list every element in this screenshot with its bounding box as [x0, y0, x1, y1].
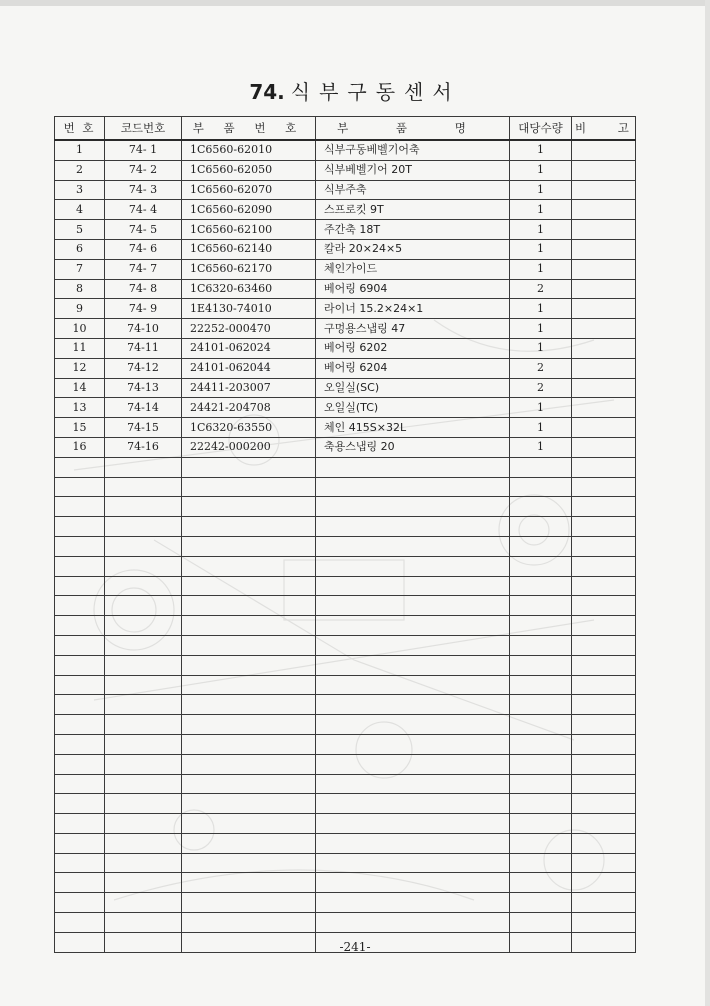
- table-row: [55, 239, 636, 259]
- part-number-cell: 24101-062044: [182, 358, 316, 378]
- empty-cell: [182, 616, 316, 636]
- empty-cell: [572, 833, 636, 853]
- empty-cell: [182, 893, 316, 913]
- empty-cell: [105, 754, 182, 774]
- part-number-cell: 1C6560-62070: [182, 180, 316, 200]
- empty-cell: [55, 675, 105, 695]
- empty-table-row: [55, 754, 636, 774]
- code-number-cell: 74- 8: [105, 279, 182, 299]
- empty-cell: [572, 556, 636, 576]
- row-number-cell: 2: [55, 160, 105, 180]
- empty-cell: [105, 814, 182, 834]
- empty-cell: [105, 873, 182, 893]
- note-cell: [572, 437, 636, 457]
- code-number-cell: 74- 7: [105, 259, 182, 279]
- empty-cell: [572, 734, 636, 754]
- empty-cell: [182, 556, 316, 576]
- empty-cell: [316, 497, 510, 517]
- table-row: [55, 279, 636, 299]
- note-cell: [572, 160, 636, 180]
- header-note: 비 고: [572, 117, 636, 141]
- empty-table-row: [55, 635, 636, 655]
- part-number-cell: 1C6560-62140: [182, 239, 316, 259]
- empty-cell: [55, 497, 105, 517]
- empty-cell: [55, 814, 105, 834]
- header-code: 코드번호: [105, 117, 182, 141]
- part-name-cell: 베어링 6904: [316, 279, 510, 299]
- part-number-cell: 22242-000200: [182, 437, 316, 457]
- empty-cell: [572, 774, 636, 794]
- empty-cell: [510, 635, 572, 655]
- note-cell: [572, 200, 636, 220]
- empty-cell: [510, 715, 572, 735]
- empty-cell: [55, 655, 105, 675]
- table-row: [55, 160, 636, 180]
- empty-cell: [55, 596, 105, 616]
- empty-cell: [105, 477, 182, 497]
- empty-cell: [55, 556, 105, 576]
- empty-cell: [572, 913, 636, 933]
- part-name-cell: 스프로킷 9T: [316, 200, 510, 220]
- empty-table-row: [55, 556, 636, 576]
- empty-cell: [55, 517, 105, 537]
- empty-cell: [55, 576, 105, 596]
- empty-table-row: [55, 913, 636, 933]
- code-number-cell: 74-11: [105, 338, 182, 358]
- empty-cell: [55, 536, 105, 556]
- part-name-cell: 구멍용스냅링 47: [316, 319, 510, 339]
- note-cell: [572, 180, 636, 200]
- table-body: [55, 140, 636, 952]
- part-number-cell: 24101-062024: [182, 338, 316, 358]
- empty-table-row: [55, 655, 636, 675]
- empty-cell: [55, 794, 105, 814]
- empty-cell: [105, 635, 182, 655]
- empty-cell: [105, 616, 182, 636]
- empty-cell: [572, 695, 636, 715]
- empty-cell: [105, 734, 182, 754]
- empty-cell: [55, 477, 105, 497]
- table-row: [55, 299, 636, 319]
- code-number-cell: 74- 3: [105, 180, 182, 200]
- empty-cell: [572, 655, 636, 675]
- empty-cell: [182, 853, 316, 873]
- row-number-cell: 6: [55, 239, 105, 259]
- note-cell: [572, 378, 636, 398]
- row-number-cell: 4: [55, 200, 105, 220]
- header-no: 번 호: [55, 117, 105, 141]
- empty-cell: [510, 675, 572, 695]
- empty-cell: [510, 655, 572, 675]
- part-name-cell: 식부주축: [316, 180, 510, 200]
- empty-cell: [316, 576, 510, 596]
- empty-cell: [55, 873, 105, 893]
- code-number-cell: 74- 1: [105, 140, 182, 160]
- empty-table-row: [55, 715, 636, 735]
- empty-cell: [55, 774, 105, 794]
- empty-cell: [316, 517, 510, 537]
- part-name-cell: 베어링 6204: [316, 358, 510, 378]
- empty-cell: [510, 754, 572, 774]
- empty-cell: [316, 457, 510, 477]
- empty-cell: [182, 794, 316, 814]
- note-cell: [572, 259, 636, 279]
- empty-cell: [510, 457, 572, 477]
- empty-cell: [316, 675, 510, 695]
- empty-cell: [316, 556, 510, 576]
- empty-cell: [105, 596, 182, 616]
- empty-cell: [316, 536, 510, 556]
- empty-cell: [316, 695, 510, 715]
- empty-cell: [510, 596, 572, 616]
- note-cell: [572, 319, 636, 339]
- part-name-cell: 체인가이드: [316, 259, 510, 279]
- note-cell: [572, 279, 636, 299]
- empty-cell: [105, 536, 182, 556]
- part-name-cell: 라이너 15.2×24×1: [316, 299, 510, 319]
- part-number-cell: 1C6320-63550: [182, 418, 316, 438]
- code-number-cell: 74-12: [105, 358, 182, 378]
- empty-cell: [510, 734, 572, 754]
- empty-table-row: [55, 477, 636, 497]
- quantity-cell: 1: [510, 437, 572, 457]
- empty-table-row: [55, 873, 636, 893]
- part-name-cell: 축용스냅링 20: [316, 437, 510, 457]
- note-cell: [572, 338, 636, 358]
- empty-table-row: [55, 576, 636, 596]
- part-number-cell: 1C6560-62050: [182, 160, 316, 180]
- part-name-cell: 칼라 20×24×5: [316, 239, 510, 259]
- table-row: [55, 140, 636, 160]
- empty-cell: [572, 635, 636, 655]
- row-number-cell: 7: [55, 259, 105, 279]
- part-number-cell: 1C6560-62100: [182, 220, 316, 240]
- empty-cell: [572, 794, 636, 814]
- empty-cell: [55, 734, 105, 754]
- empty-table-row: [55, 774, 636, 794]
- empty-cell: [55, 754, 105, 774]
- row-number-cell: 3: [55, 180, 105, 200]
- page-number: -241-: [339, 940, 371, 954]
- empty-cell: [510, 576, 572, 596]
- quantity-cell: 1: [510, 398, 572, 418]
- part-number-cell: 24421-204708: [182, 398, 316, 418]
- part-number-cell: 22252-000470: [182, 319, 316, 339]
- empty-cell: [55, 853, 105, 873]
- table-row: [55, 437, 636, 457]
- note-cell: [572, 239, 636, 259]
- empty-cell: [510, 517, 572, 537]
- empty-cell: [510, 814, 572, 834]
- empty-cell: [316, 814, 510, 834]
- empty-cell: [510, 774, 572, 794]
- row-number-cell: 10: [55, 319, 105, 339]
- empty-cell: [572, 893, 636, 913]
- quantity-cell: 1: [510, 319, 572, 339]
- part-name-cell: 체인 415S×32L: [316, 418, 510, 438]
- empty-cell: [316, 893, 510, 913]
- table-row: [55, 398, 636, 418]
- quantity-cell: 1: [510, 239, 572, 259]
- empty-cell: [182, 477, 316, 497]
- empty-cell: [510, 833, 572, 853]
- row-number-cell: 15: [55, 418, 105, 438]
- part-number-cell: 1C6320-63460: [182, 279, 316, 299]
- code-number-cell: 74- 6: [105, 239, 182, 259]
- empty-table-row: [55, 853, 636, 873]
- empty-table-row: [55, 517, 636, 537]
- empty-cell: [572, 536, 636, 556]
- empty-cell: [105, 457, 182, 477]
- empty-cell: [105, 853, 182, 873]
- empty-cell: [182, 675, 316, 695]
- empty-cell: [510, 913, 572, 933]
- empty-cell: [105, 774, 182, 794]
- quantity-cell: 1: [510, 180, 572, 200]
- empty-cell: [316, 913, 510, 933]
- empty-cell: [55, 715, 105, 735]
- quantity-cell: 1: [510, 200, 572, 220]
- code-number-cell: 74- 5: [105, 220, 182, 240]
- empty-cell: [510, 695, 572, 715]
- quantity-cell: 2: [510, 378, 572, 398]
- empty-cell: [182, 913, 316, 933]
- empty-cell: [55, 616, 105, 636]
- quantity-cell: 2: [510, 358, 572, 378]
- empty-cell: [316, 774, 510, 794]
- empty-cell: [510, 853, 572, 873]
- empty-cell: [510, 616, 572, 636]
- empty-cell: [182, 833, 316, 853]
- row-number-cell: 14: [55, 378, 105, 398]
- empty-cell: [572, 596, 636, 616]
- empty-cell: [510, 497, 572, 517]
- empty-cell: [572, 477, 636, 497]
- part-name-cell: 오일실(TC): [316, 398, 510, 418]
- empty-cell: [316, 715, 510, 735]
- part-name-cell: 식부구동베벨기어축: [316, 140, 510, 160]
- empty-cell: [105, 893, 182, 913]
- empty-cell: [572, 497, 636, 517]
- empty-cell: [105, 576, 182, 596]
- empty-cell: [55, 833, 105, 853]
- table-row: [55, 378, 636, 398]
- empty-cell: [105, 675, 182, 695]
- code-number-cell: 74-13: [105, 378, 182, 398]
- empty-cell: [510, 477, 572, 497]
- part-name-cell: 식부베벨기어 20T: [316, 160, 510, 180]
- empty-cell: [55, 893, 105, 913]
- empty-cell: [182, 655, 316, 675]
- empty-cell: [182, 536, 316, 556]
- empty-cell: [510, 536, 572, 556]
- empty-cell: [105, 655, 182, 675]
- empty-cell: [316, 734, 510, 754]
- quantity-cell: 1: [510, 160, 572, 180]
- empty-cell: [572, 675, 636, 695]
- empty-cell: [105, 794, 182, 814]
- table-row: [55, 418, 636, 438]
- empty-cell: [105, 517, 182, 537]
- empty-cell: [572, 754, 636, 774]
- empty-cell: [510, 873, 572, 893]
- part-number-cell: 24411-203007: [182, 378, 316, 398]
- empty-cell: [316, 655, 510, 675]
- empty-table-row: [55, 675, 636, 695]
- empty-cell: [316, 833, 510, 853]
- empty-cell: [182, 873, 316, 893]
- code-number-cell: 74-14: [105, 398, 182, 418]
- row-number-cell: 12: [55, 358, 105, 378]
- empty-cell: [182, 715, 316, 735]
- code-number-cell: 74-16: [105, 437, 182, 457]
- empty-cell: [182, 695, 316, 715]
- empty-cell: [316, 754, 510, 774]
- empty-cell: [316, 596, 510, 616]
- table-row: [55, 319, 636, 339]
- empty-cell: [182, 734, 316, 754]
- row-number-cell: 1: [55, 140, 105, 160]
- empty-table-row: [55, 695, 636, 715]
- empty-cell: [316, 853, 510, 873]
- row-number-cell: 9: [55, 299, 105, 319]
- empty-table-row: [55, 794, 636, 814]
- quantity-cell: 1: [510, 220, 572, 240]
- empty-cell: [105, 695, 182, 715]
- empty-cell: [182, 596, 316, 616]
- note-cell: [572, 358, 636, 378]
- empty-cell: [105, 833, 182, 853]
- empty-cell: [55, 635, 105, 655]
- empty-table-row: [55, 616, 636, 636]
- empty-cell: [572, 457, 636, 477]
- table-row: [55, 338, 636, 358]
- empty-cell: [182, 457, 316, 477]
- empty-cell: [105, 913, 182, 933]
- empty-table-row: [55, 497, 636, 517]
- note-cell: [572, 418, 636, 438]
- table-row: [55, 200, 636, 220]
- note-cell: [572, 140, 636, 160]
- empty-cell: [182, 576, 316, 596]
- empty-cell: [510, 893, 572, 913]
- empty-cell: [572, 814, 636, 834]
- header-part-number: 부 품 번 호: [182, 117, 316, 141]
- empty-table-row: [55, 734, 636, 754]
- note-cell: [572, 398, 636, 418]
- empty-cell: [510, 794, 572, 814]
- part-number-cell: 1E4130-74010: [182, 299, 316, 319]
- part-number-cell: 1C6560-62170: [182, 259, 316, 279]
- empty-table-row: [55, 596, 636, 616]
- quantity-cell: 1: [510, 259, 572, 279]
- empty-cell: [55, 913, 105, 933]
- section-number: 74.: [249, 80, 285, 104]
- empty-cell: [572, 873, 636, 893]
- parts-table: [54, 116, 643, 953]
- empty-cell: [572, 853, 636, 873]
- empty-cell: [182, 635, 316, 655]
- section-title: 식부구동센서: [290, 80, 461, 104]
- empty-table-row: [55, 814, 636, 834]
- empty-cell: [572, 576, 636, 596]
- code-number-cell: 74- 2: [105, 160, 182, 180]
- scan-edge-top: [0, 0, 710, 6]
- part-name-cell: 베어링 6202: [316, 338, 510, 358]
- header-part-name: 부 품 명: [316, 117, 510, 141]
- quantity-cell: 1: [510, 299, 572, 319]
- empty-cell: [55, 695, 105, 715]
- empty-cell: [105, 497, 182, 517]
- page-title: [0, 76, 710, 105]
- code-number-cell: 74-10: [105, 319, 182, 339]
- row-number-cell: 13: [55, 398, 105, 418]
- empty-cell: [510, 556, 572, 576]
- note-cell: [572, 299, 636, 319]
- part-name-cell: 주간축 18T: [316, 220, 510, 240]
- empty-cell: [572, 517, 636, 537]
- quantity-cell: 1: [510, 338, 572, 358]
- empty-table-row: [55, 457, 636, 477]
- empty-table-row: [55, 893, 636, 913]
- empty-cell: [316, 635, 510, 655]
- table-row: [55, 358, 636, 378]
- row-number-cell: 8: [55, 279, 105, 299]
- empty-cell: [182, 497, 316, 517]
- empty-cell: [316, 794, 510, 814]
- empty-cell: [105, 715, 182, 735]
- empty-cell: [182, 517, 316, 537]
- part-number-cell: 1C6560-62010: [182, 140, 316, 160]
- table-row: [55, 259, 636, 279]
- empty-cell: [182, 754, 316, 774]
- quantity-cell: 1: [510, 418, 572, 438]
- empty-cell: [316, 873, 510, 893]
- row-number-cell: 11: [55, 338, 105, 358]
- empty-cell: [55, 457, 105, 477]
- empty-table-row: [55, 536, 636, 556]
- quantity-cell: 2: [510, 279, 572, 299]
- note-cell: [572, 220, 636, 240]
- empty-cell: [182, 774, 316, 794]
- empty-cell: [105, 556, 182, 576]
- empty-cell: [316, 477, 510, 497]
- quantity-cell: 1: [510, 140, 572, 160]
- empty-cell: [572, 715, 636, 735]
- scan-edge-right: [705, 0, 710, 1006]
- code-number-cell: 74- 9: [105, 299, 182, 319]
- part-number-cell: 1C6560-62090: [182, 200, 316, 220]
- row-number-cell: 5: [55, 220, 105, 240]
- row-number-cell: 16: [55, 437, 105, 457]
- header-quantity: 대당수량: [510, 117, 572, 141]
- code-number-cell: 74-15: [105, 418, 182, 438]
- table-header-row: [55, 117, 636, 141]
- code-number-cell: 74- 4: [105, 200, 182, 220]
- table-row: [55, 220, 636, 240]
- empty-cell: [316, 616, 510, 636]
- table-row: [55, 180, 636, 200]
- empty-cell: [572, 616, 636, 636]
- part-name-cell: 오일실(SC): [316, 378, 510, 398]
- empty-cell: [182, 814, 316, 834]
- empty-table-row: [55, 833, 636, 853]
